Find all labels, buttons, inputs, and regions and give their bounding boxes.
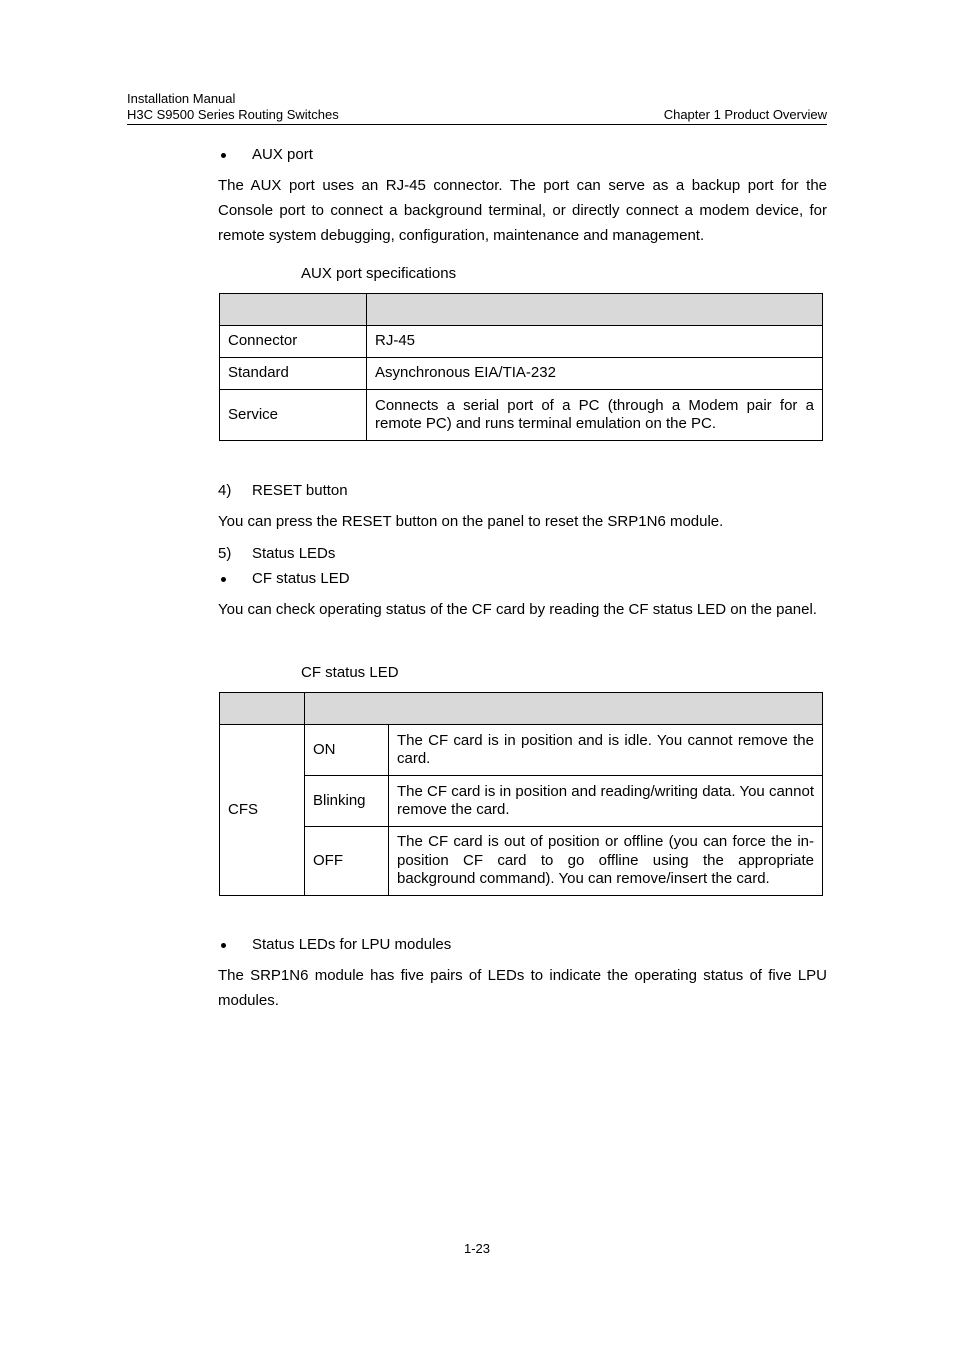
header-rule [127, 124, 827, 125]
table-cell: Connector [220, 326, 367, 358]
table-header-cell [220, 294, 367, 326]
aux-paragraph: The AUX port uses an RJ-45 connector. The port can serve as a backup port for the Console port to connect a background terminal, or directly connect a modem device, for remote system debugging, configuration, maintenance and management. [218, 177, 827, 244]
table-cell: Asynchronous EIA/TIA-232 [367, 358, 823, 390]
table-row [220, 725, 823, 776]
aux-spec-table [219, 293, 823, 441]
table-cell-state: OFF [305, 827, 389, 896]
table-cell-desc: The CF card is out of position or offline (you can force the in-position CF card to go offline using the appropriate background command). You can remove/insert the card. [389, 827, 823, 896]
table-cell-state: ON [305, 725, 389, 776]
table-header-cell [367, 294, 823, 326]
bullet-dot [221, 943, 226, 948]
bullet-dot [221, 153, 226, 158]
table-cell: Standard [220, 358, 367, 390]
table-header-row [220, 693, 823, 725]
bullet-dot [221, 577, 226, 582]
header-manual-title: Installation Manual [127, 91, 236, 106]
reset-paragraph: You can press the RESET button on the panel to reset the SRP1N6 module. [218, 513, 724, 530]
header-product-name: H3C S9500 Series Routing Switches [127, 107, 339, 122]
table-cell-state: Blinking [305, 776, 389, 827]
table-cell: RJ-45 [367, 326, 823, 358]
page-number: 1-23 [463, 1241, 491, 1256]
lpu-paragraph: The SRP1N6 module has five pairs of LEDs to indicate the operating status of five LPU modules. [218, 967, 827, 1009]
cf-paragraph: You can check operating status of the CF card by reading the CF status LED on the panel. [218, 601, 817, 618]
status-number: 5) [218, 545, 232, 562]
cf-status-table [219, 692, 823, 896]
table-header-row [220, 294, 823, 326]
table-cell: Service [220, 390, 367, 441]
table-cell-desc: The CF card is in position and is idle. You cannot remove the card. [389, 725, 823, 776]
table-header-cell [305, 693, 823, 725]
reset-heading: RESET button [252, 482, 348, 499]
table-row [220, 776, 823, 827]
aux-table-caption: AUX port specifications [301, 265, 457, 282]
cf-bullet-label: CF status LED [252, 570, 350, 587]
reset-number: 4) [218, 482, 232, 499]
table-cell-led: CFS [220, 725, 305, 896]
header-chapter: Chapter 1 Product Overview [663, 107, 827, 122]
lpu-bullet-label: Status LEDs for LPU modules [252, 936, 452, 953]
table-cell-desc: The CF card is in position and reading/writing data. You cannot remove the card. [389, 776, 823, 827]
table-header-cell [220, 693, 305, 725]
cf-table-caption: CF status LED [301, 664, 399, 681]
page-header [127, 91, 827, 123]
table-row [220, 827, 823, 896]
status-heading: Status LEDs [252, 545, 336, 562]
table-cell: Connects a serial port of a PC (through a Modem pair for a remote PC) and runs terminal emulation on the PC. [367, 390, 823, 441]
table-row [220, 326, 823, 358]
table-row [220, 390, 823, 441]
table-row [220, 358, 823, 390]
aux-bullet-label: AUX port [252, 146, 313, 163]
